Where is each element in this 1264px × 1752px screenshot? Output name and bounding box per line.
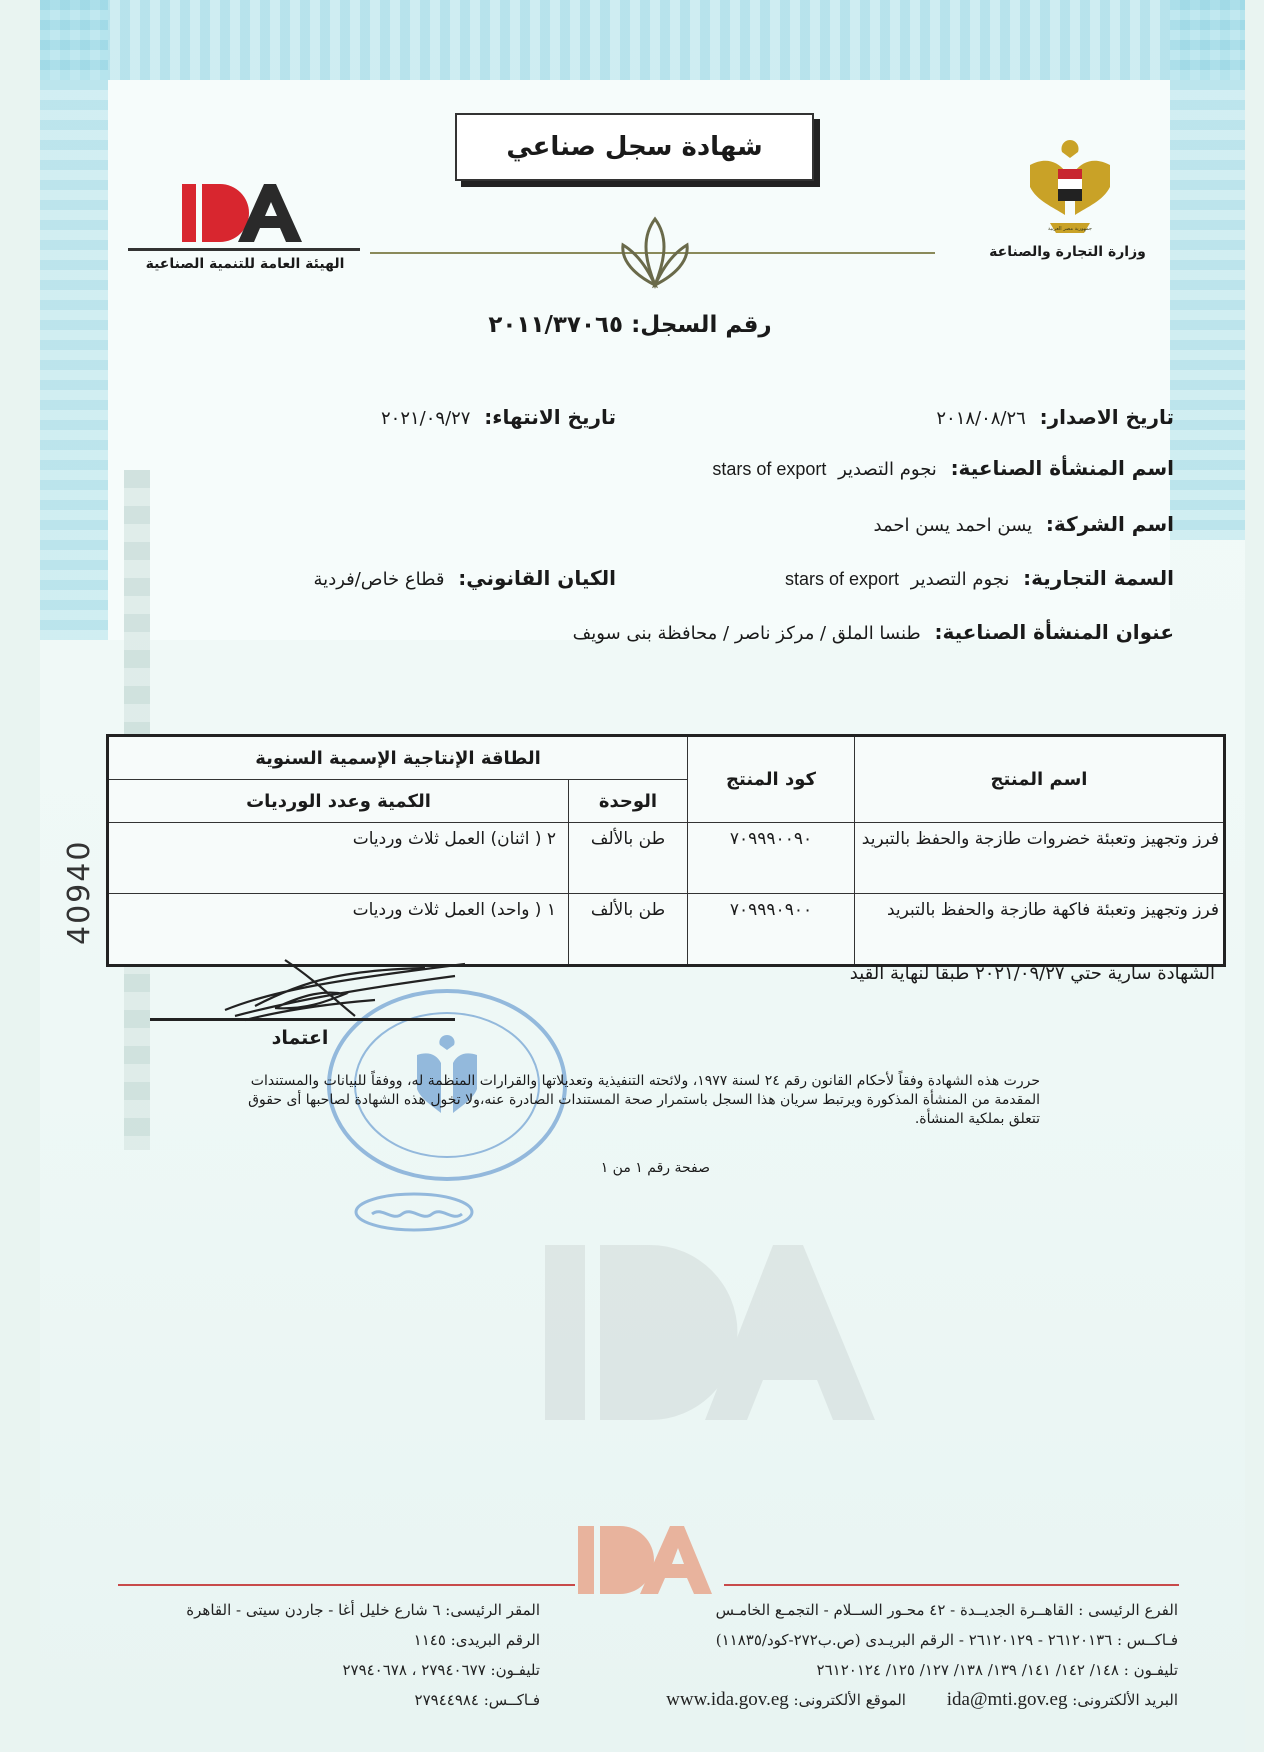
registration-value: ٢٠١١/٣٧٠٦٥ — [488, 312, 624, 338]
ida-underline — [128, 248, 360, 251]
address-field — [573, 620, 1174, 644]
company-name-value: يسن احمد يسن احمد — [873, 515, 1033, 536]
address-label: عنوان المنشأة الصناعية: — [934, 620, 1174, 644]
cell-unit: طن بالألف — [569, 894, 688, 966]
cell-quantity: ١ ( واحد) العمل ثلاث ورديات — [108, 894, 569, 966]
table-row — [108, 823, 1225, 894]
cell-quantity: ٢ ( اثنان) العمل ثلاث ورديات — [108, 823, 569, 894]
ida-watermark — [545, 1245, 885, 1420]
ida-name: الهيئة العامة للتنمية الصناعية — [145, 256, 345, 272]
cell-unit: طن بالألف — [569, 823, 688, 894]
footer-hq-postal: الرقم البريدى: ١١٤٥ — [413, 1631, 540, 1649]
footer-divider-left — [118, 1584, 575, 1586]
footer-divider-right — [724, 1584, 1179, 1586]
footer-branch-address: الفرع الرئيسى : القاهــرة الجديــدة - ٤٢ محـور الســلام - التجمـع الخامـس — [715, 1601, 1178, 1619]
header-product-name: اسم المنتج — [855, 736, 1225, 823]
footer-email: ida@mti.gov.eg — [946, 1689, 1068, 1710]
validity-statement: الشهادة سارية حتي ٢٠٢١/٠٩/٢٧ طبقا لنهاية القيد — [849, 963, 1215, 984]
trade-name-field — [785, 566, 1174, 590]
header-product-code: كود المنتج — [688, 736, 855, 823]
ida-logo — [180, 180, 310, 246]
trade-name-label: السمة التجارية: — [1023, 566, 1174, 590]
footer-hq-address: المقر الرئيسى: ٦ شارع خليل أغا - جاردن سيتى - القاهرة — [186, 1601, 540, 1619]
small-stamp — [352, 1190, 477, 1235]
guilloche-border-left — [40, 0, 108, 640]
legal-text: حررت هذه الشهادة وفقاً لأحكام القانون رقم ٢٤ لسنة ١٩٧٧، ولائحته التنفيذية وتعديلاتها والقرارات المنظمة له، ووفقاً للبيانات والمستندات المقدمة من المنشأة المذكورة ويرتبط سريان هذا السجل باستمرار صحة المستندات الصادرة عنه،ولا تخول هذه الشهادة لصاحبها أى حقوق تتعلق بملكية المنشأة. — [248, 1073, 1040, 1127]
issue-date-value: ٢٠١٨/٠٨/٢٦ — [936, 408, 1026, 429]
footer-branch — [666, 1595, 1178, 1715]
facility-name-field — [712, 456, 1174, 480]
trade-name-value-en: stars of export — [784, 569, 899, 589]
issue-date-field — [936, 405, 1174, 429]
company-name-field — [874, 512, 1175, 536]
issue-date-label: تاريخ الاصدار: — [1039, 405, 1174, 429]
ida-logo-text: IDA — [180, 180, 182, 181]
page-number: صفحة رقم ١ من ١ — [600, 1160, 710, 1176]
footer-hq-fax: فـاكــس: ٢٧٩٤٤٩٨٤ — [414, 1691, 540, 1709]
cell-product-name: فرز وتجهيز وتعبئة خضروات طازجة والحفظ بالتبريد — [855, 823, 1225, 894]
footer-branch-fax: فـاكــس : ٢٦١٢٠١٣٦ - ٢٦١٢٠١٢٩ - الرقم البريـدى (ص.ب٢٧٢-كود/١١٨٣٥) — [715, 1631, 1178, 1649]
header-unit: الوحدة — [569, 780, 688, 823]
cell-product-code: ٧٠٩٩٩٠٩٠٠ — [688, 894, 855, 966]
egypt-eagle-emblem-icon — [1025, 135, 1115, 245]
footer-contacts — [666, 1685, 1178, 1715]
header-quantity: الكمية وعدد الورديات — [108, 780, 569, 823]
approval-label: اعتماد — [271, 1027, 329, 1049]
ida-footer-logo — [576, 1522, 716, 1598]
footer-website: www.ida.gov.eg — [666, 1689, 789, 1710]
footer-website-label: الموقع الألكترونى: — [793, 1691, 906, 1709]
ornament-icon — [615, 215, 695, 290]
cell-product-name: فرز وتجهيز وتعبئة فاكهة طازجة والحفظ بالتبريد — [855, 894, 1225, 966]
eagle-banner: جمهورية مصر العربية — [1048, 226, 1092, 232]
registration-number — [400, 312, 860, 338]
legal-entity-value: قطاع خاص/فردية — [313, 569, 445, 590]
facility-name-value-ar: نجوم التصدير — [838, 459, 937, 480]
trade-name-value-ar: نجوم التصدير — [910, 569, 1010, 590]
registration-label: رقم السجل: — [631, 312, 772, 338]
serial-number: 40940 — [62, 839, 97, 945]
header-capacity: الطاقة الإنتاجية الإسمية السنوية — [108, 736, 688, 780]
cell-product-code: ٧٠٩٩٩٠٠٩٠ — [688, 823, 855, 894]
guilloche-border-top — [40, 0, 1245, 80]
legal-entity-label: الكيان القانوني: — [458, 566, 616, 590]
footer-headquarters — [186, 1595, 540, 1715]
footer-hq-phone: تليفـون: ٢٧٩٤٠٦٧٧ ، ٢٧٩٤٠٦٧٨ — [342, 1661, 540, 1679]
guilloche-border-right — [1170, 0, 1245, 540]
footer-email-label: البريد الألكترونى: — [1072, 1691, 1178, 1709]
products-table — [106, 734, 1226, 967]
expiry-date-label: تاريخ الانتهاء: — [484, 405, 616, 429]
facility-name-value-en: stars of export — [712, 459, 827, 479]
certificate-title: شهادة سجل صناعي — [455, 113, 814, 181]
ministry-name: وزارة التجارة والصناعة — [989, 244, 1146, 260]
address-value: طنسا الملق / مركز ناصر / محافظة بنى سويف — [572, 623, 921, 644]
expiry-date-value: ٢٠٢١/٠٩/٢٧ — [381, 408, 471, 429]
footer-branch-phone: تليفـون : ١٤٨/ ١٤٢/ ١٤١/ ١٣٩/ ١٣٨/ ١٢٧/ ١٢٥/ ٢٦١٢٠١٢٤ — [816, 1661, 1178, 1679]
company-name-label: اسم الشركة: — [1045, 512, 1174, 536]
signature-line — [150, 1018, 455, 1021]
legal-entity-field — [314, 566, 616, 590]
expiry-date-field — [381, 405, 616, 429]
facility-name-label: اسم المنشأة الصناعية: — [950, 456, 1174, 480]
